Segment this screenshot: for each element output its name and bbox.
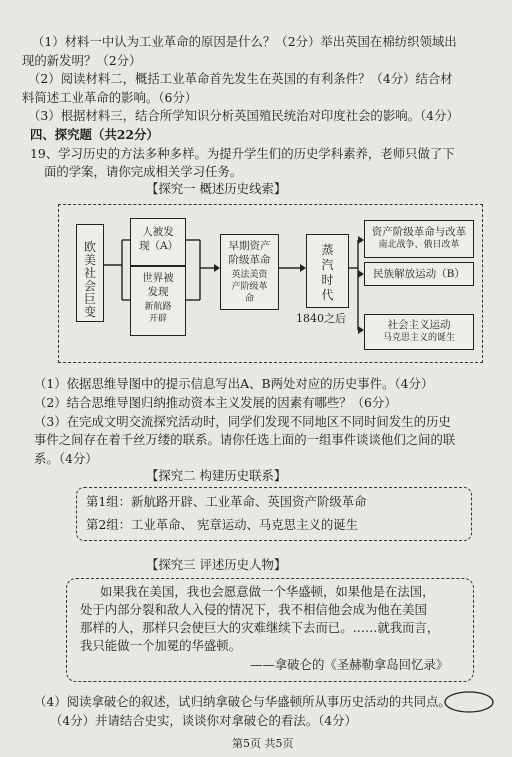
sub-q3-line1: （3）在完成文明交流探究活动时，同学们发现不同地区不同时间发生的历史 <box>34 414 451 429</box>
node-r2-label: 民族解放运动（B） <box>373 268 465 280</box>
group1: 第1组：新航路开辟、工业革命、英国资产阶级革命 <box>86 494 367 509</box>
sub-q2: （2）结合思维导图归纳推动资本主义发展的因素有哪些？（6分） <box>34 395 397 410</box>
sub-q1: （1）依据思维导图中的提示信息写出A、B两处对应的历史事件。（4分） <box>34 376 434 391</box>
q2-line2: 料简述工业革命的影响。（6分） <box>22 90 198 105</box>
node-world-note: 新航路开辟 <box>144 302 172 324</box>
node-world-label: 世界被发现 <box>142 272 174 298</box>
node-people-label: 人被发现（A） <box>139 226 179 252</box>
q1-line1: （1）材料一中认为工业革命的原因是什么？（2分）举出英国在棉纺织领域出 <box>32 34 457 49</box>
quote-source: ——拿破仑的《圣赫勒拿岛回忆录》 <box>250 657 449 672</box>
steam-note: 1840之后 <box>296 312 346 325</box>
q1-line2: 现的新发明？（2分） <box>22 53 142 68</box>
quote-line3: 那样的人，那样只会使巨大的灾难继续下去而已。……就我而言， <box>80 620 440 635</box>
q4-line1: （4）阅读拿破仑的叙述，试归纳拿破仑与华盛顿所从事历史活动的共同点。 <box>34 694 451 709</box>
explore2-title: 【探究二 构建历史联系】 <box>146 468 287 483</box>
quote-line4: 我只能做一个加冕的华盛顿。 <box>80 638 242 653</box>
node-r3-note: 马克思主义的诞生 <box>382 333 455 343</box>
sub-q3-line2: 事件之间存在着千丝万缕的联系。请你任选上面的一组事件谈谈他们之间的联 <box>34 432 456 447</box>
explore3-title: 【探究三 评述历史人物】 <box>146 557 287 572</box>
node-early-note: 英法美资产阶级革命 <box>231 270 268 304</box>
q2-line1: （2）阅读材料二，概括工业革命首先发生在英国的有利条件？（4分）结合材 <box>28 71 453 86</box>
sub-q3-line3: 系。（4分） <box>34 451 98 466</box>
q19-line1: 19、学习历史的方法多种多样。为提升学生们的历史学科素养，老师只做了下 <box>30 146 455 161</box>
quote-line1: 如果我在美国，我也会愿意做一个华盛顿，如果他是在法国， <box>100 584 435 599</box>
node-early-label: 早期资产阶级革命 <box>228 240 271 266</box>
page-footer: 第5页 共5页 <box>232 737 294 750</box>
section-heading: 四、探究题（共22分） <box>30 127 159 142</box>
explore1-title: 【探究一 概述历史线索】 <box>146 181 287 196</box>
node-steam-label: 蒸汽时代 <box>321 243 334 302</box>
node-r3-label: 社会主义运动 <box>387 319 451 331</box>
node-r1-note: 南北战争、俄日改革 <box>378 240 460 250</box>
quote-line2: 处于内部分裂和敌人入侵的情况下，我不相信他会成为他在美国 <box>80 602 427 617</box>
node-r1-label: 资产阶级革命与改革 <box>371 226 467 238</box>
q4-line2: （4分）并请结合史实，谈谈你对拿破仑的看法。（4分） <box>50 713 357 728</box>
q3-line: （3）根据材料三，结合所学知识分析英国殖民统治对印度社会的影响。（4分） <box>28 108 459 123</box>
node-left-label: 欧美社会巨变 <box>84 240 97 319</box>
q19-line2: 面的学案，请你完成相关学习任务。 <box>44 164 243 179</box>
group2: 第2组：工业革命、 宪章运动、马克思主义的诞生 <box>86 517 359 532</box>
